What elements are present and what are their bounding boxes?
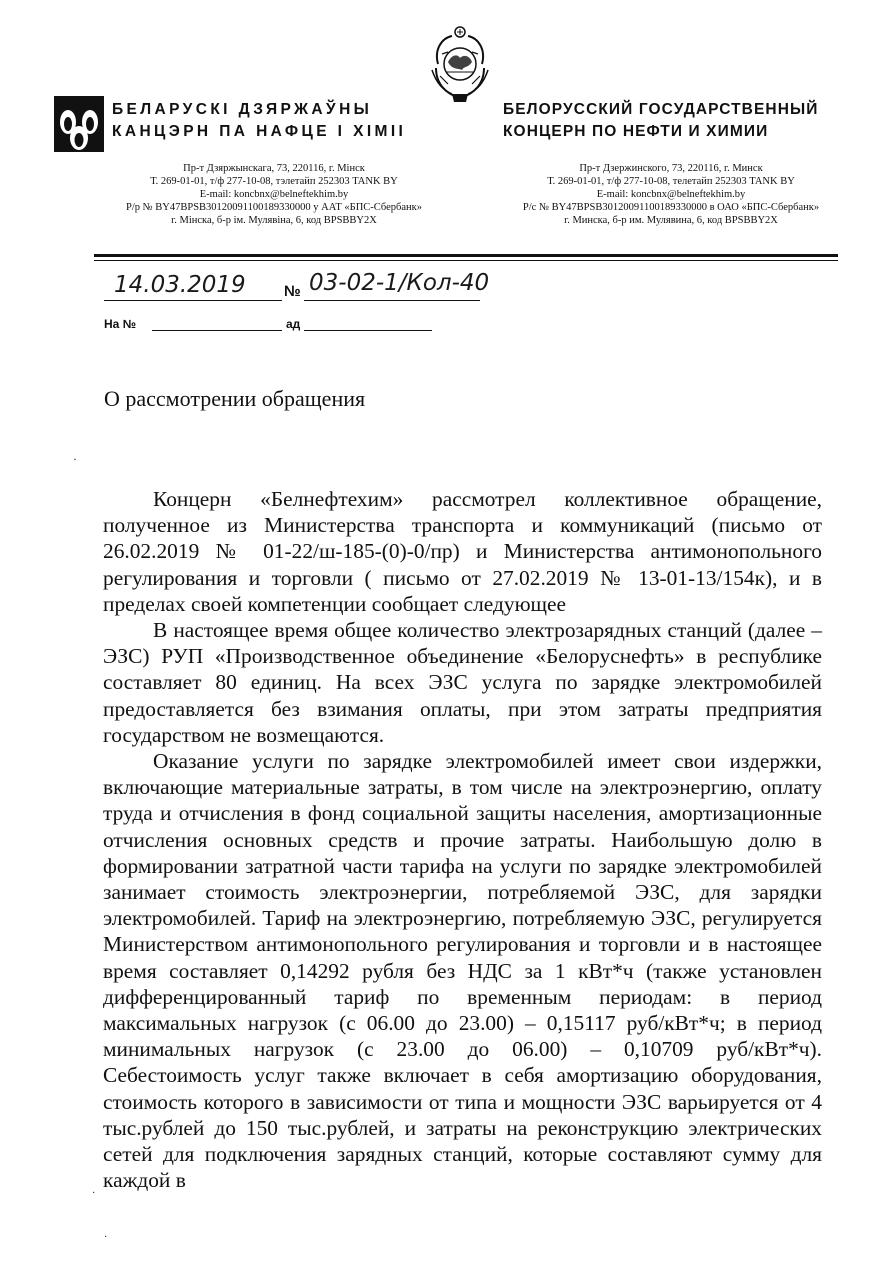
org-name-line: КОНЦЕРН ПО НЕФТИ И ХИМИИ xyxy=(503,123,769,140)
letter-body xyxy=(103,486,822,1193)
reference-date-label: ад xyxy=(286,317,301,331)
org-name-line: БЕЛАРУСКІ ДЗЯРЖАЎНЫ xyxy=(112,101,373,118)
company-logo-icon xyxy=(54,96,104,152)
number-label: № xyxy=(284,283,301,300)
bank-account-line: Р/р № BY47BPSB30120091100189330000 у ААТ «БПС-Сбербанк» xyxy=(125,202,423,213)
bank-address-line: г. Минска, б-р им. Мулявина, 6, код BPSBBY2X xyxy=(564,215,778,226)
scan-mark: · xyxy=(104,1232,108,1243)
reference-number-label: На № xyxy=(104,317,137,331)
bank-account-line: Р/с № BY47BPSB30120091100189330000 в ОАО «БПС-Сбербанк» xyxy=(522,202,820,213)
date-underline xyxy=(104,300,282,301)
state-emblem-icon xyxy=(428,24,492,104)
header-divider-thin xyxy=(94,260,838,261)
org-name-russian xyxy=(503,99,819,143)
reference-date-blank xyxy=(304,330,432,331)
address-line: Т. 269-01-01, т/ф 277-10-08, телетайп 252303 TANK BY xyxy=(547,176,795,187)
bank-address-line: г. Мінска, б-р ім. Мулявіна, 6, код BPSBBY2X xyxy=(171,215,377,226)
address-block-russian xyxy=(475,162,867,227)
reference-line xyxy=(104,317,301,331)
org-name-belarusian xyxy=(112,99,406,143)
header-divider-thick xyxy=(94,254,838,257)
scan-mark: · xyxy=(92,1188,96,1199)
address-line: Пр-т Дзяржынскага, 73, 220116, г. Мінск xyxy=(183,163,365,174)
address-block-belarusian xyxy=(75,162,473,227)
address-line: Т. 269-01-01, т/ф 277-10-08, тэлетайп 252303 TANK BY xyxy=(150,176,398,187)
reference-number-blank xyxy=(152,330,282,331)
letter-subject: О рассмотрении обращения xyxy=(104,386,366,411)
email-line: E-mail: koncbnx@belneftekhim.by xyxy=(596,189,746,200)
email-line: E-mail: koncbnx@belneftekhim.by xyxy=(199,189,349,200)
number-underline xyxy=(304,300,480,301)
letter-date: 14.03.2019 xyxy=(114,272,246,298)
scan-mark: · xyxy=(73,452,77,466)
body-paragraph: В настоящее время общее количество электрозарядных станций (далее – ЭЗС) РУП «Производственное объединение «Белоруснефть» в республике составляет 80 единиц. На всех ЭЗС услуга по зарядке электромобилей предоставляется без взимания оплаты, при этом затраты предприятия государством не возмещаются. xyxy=(103,618,822,747)
body-paragraph: Концерн «Белнефтехим» рассмотрел коллективное обращение, полученное из Министерства транспорта и коммуникаций (письмо от 26.02.2019 № 01-22/ш-185-(0)-0/пр) и Министерства антимонопольного регулирования и торговли ( письмо от 27.02.2019 № 13-01-13/154к), и в пределах своей компетенции сообщает следующее xyxy=(103,487,822,616)
letter-number: 03-02-1/Кол-40 xyxy=(309,270,490,296)
org-name-line: КАНЦЭРН ПА НАФЦЕ І ХІМІІ xyxy=(112,123,407,140)
body-paragraph: Оказание услуги по зарядке электромобилей имеет свои издержки, включающие материальные затраты, в том числе на электроэнергию, оплату труда и отчисления в фонд социальной защиты населения, амортизационные отчисления основных средств и прочие затраты. Наибольшую долю в формировании затратной части тарифа на услуги по зарядке электромобилей занимает стоимость электроэнергии, потребляемой ЭЗС, для зарядки электромобилей. Тариф на электроэнергию, потребляемую ЭЗС, регулируется Министерством антимонопольного регулирования и торговли и в настоящее время составляет 0,14292 рубля без НДС за 1 кВт*ч (также установлен дифференцированный тариф по временным периодам: в период максимальных нагрузок (с 06.00 до 23.00) – 0,15117 руб/кВт*ч; в период минимальных нагрузок (с 23.00 до 06.00) – 0,10709 руб/кВт*ч). Себестоимость услуг также включает в себя амортизацию оборудования, стоимость которого в зависимости от типа и мощности ЭЗС варьируется от 4 тыс.рублей до 150 тыс.рублей, и затраты на реконструкцию электрических сетей для подключения зарядных станций, которые составляют сумму для каждой в xyxy=(103,749,822,1193)
org-name-line: БЕЛОРУССКИЙ ГОСУДАРСТВЕННЫЙ xyxy=(503,101,819,118)
address-line: Пр-т Дзержинского, 73, 220116, г. Минск xyxy=(579,163,763,174)
